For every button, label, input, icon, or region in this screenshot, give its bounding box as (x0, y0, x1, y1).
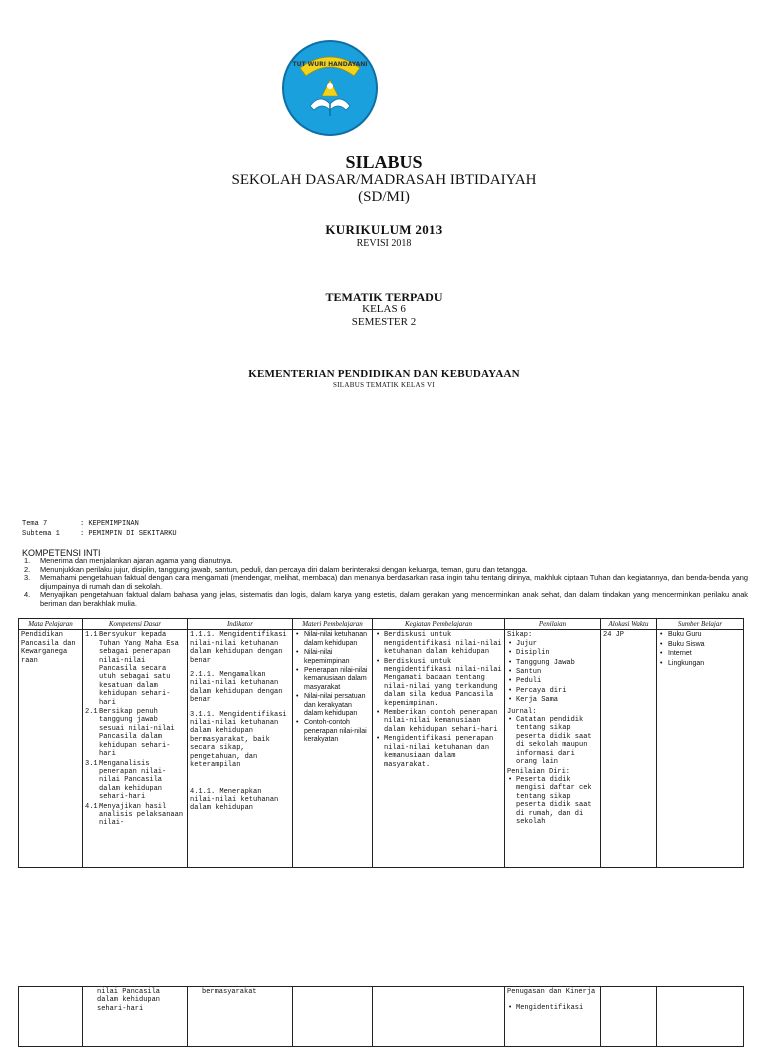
subtema-label: Subtema 1 (22, 530, 60, 538)
mapel-cell: Pendidikan Pancasila dan Kewarganega raan (19, 630, 83, 868)
materi-cell (293, 630, 373, 868)
materi-item: • Contoh-contoh penerapan nilai-nilai kerakyatan (295, 719, 370, 744)
table-header-row (19, 619, 744, 630)
penugasan-heading: Penugasan dan Kinerja (507, 988, 596, 996)
syllabus-table (18, 618, 744, 868)
tema-value: : KEPEMIMPINAN (80, 520, 139, 528)
kd-cell: nilai Pancasila dalam kehidupan sehari-hari (83, 987, 188, 1047)
school-abbr: (SD/MI) (358, 189, 410, 205)
sumber-item: • Internet (659, 650, 741, 658)
jurnal-item: • Catatan pendidik tentang sikap peserta didik saat di sekolah maupun informasi dari orang lain (507, 716, 598, 766)
col-header: Indikator (188, 619, 293, 630)
table-row (19, 987, 744, 1047)
indikator-cell (188, 630, 293, 868)
materi-item: • Nilai-nilai ketuhanan dalam kehidupan (295, 631, 370, 648)
page-title: SILABUS (345, 152, 423, 172)
school-name: SEKOLAH DASAR/MADRASAH IBTIDAIYAH (231, 172, 537, 188)
kegiatan-item: • Memberikan contoh penerapan nilai-nilai kemanusiaan dalam kehidupan sehari-hari (375, 709, 502, 734)
col-header: Alokasi Waktu (601, 619, 657, 630)
col-header: Kegiatan Pembelajaran (373, 619, 505, 630)
tema-label: Tema 7 (22, 520, 48, 528)
sikap-item: • Peduli (507, 677, 598, 685)
kegiatan-item: • Berdiskusi untuk mengidentifikasi nilai-nilai Mengamati bacaan tentang nilai-nilai yang terkandung dalam sila kedua Pancasila kepemimpinan. (375, 658, 502, 708)
kd-item: 4.1 Menyajikan hasil analisis pelaksanaan nilai- (85, 802, 184, 828)
sikap-heading: Sikap: (507, 631, 533, 640)
class-label: KELAS 6 (362, 303, 406, 315)
ki-item: 3. Memahami pengetahuan faktual dengan cara mengamati (mendengar, melihat, membaca) dan menanya berdasarkan rasa ingin tahu tentang dirinya, makhluk ciptaan Tuhan dan kegiatannya, dan benda-benda yang dijumpainya di rumah dan di sekolah. (24, 573, 748, 591)
sumber-item: • Lingkungan (659, 660, 741, 668)
col-header: Kompetensi Dasar (83, 619, 188, 630)
svg-text:TUT WURI HANDAYANI: TUT WURI HANDAYANI (292, 61, 368, 68)
penilaian-cell (505, 987, 601, 1047)
penilaian-item: • Mengidentifikasi (507, 1004, 598, 1012)
ki-item: 2. Menunjukkan perilaku jujur, disiplin, tanggung jawab, santun, peduli, dan percaya diri dalam berinteraksi dengan keluarga, teman, guru dan tetangga. (24, 564, 528, 574)
sumber-item: • Buku Siswa (659, 641, 741, 649)
sumber-cell (657, 987, 744, 1047)
penilaian-diri-item: • Peserta didik mengisi daftar cek tentang sikap peserta didik saat di rumah, dan di sekolah (507, 776, 598, 826)
sikap-item: • Disiplin (507, 649, 598, 657)
sikap-item: • Jujur (507, 640, 598, 648)
subtema-value: : PEMIMPIN DI SEKITARKU (80, 530, 177, 538)
sikap-item: • Santun (507, 668, 598, 676)
subtema-row (22, 530, 177, 538)
penilaian-diri-heading: Penilaian Diri: (507, 767, 571, 776)
kegiatan-cell (373, 630, 505, 868)
kd-cell (83, 630, 188, 868)
col-header: Materi Pembelajaran (293, 619, 373, 630)
sumber-item: • Buku Guru (659, 631, 741, 639)
sumber-cell (657, 630, 744, 868)
materi-item: • Nilai-nilai persatuan dan kerakyatan dalam kehidupan (295, 693, 370, 718)
tema-row (22, 520, 139, 528)
indikator-item: 2.1.1. Mengamalkan nilai-nilai ketuhanan dalam kehidupan dengan benar (190, 671, 283, 705)
indikator-item: 1.1.1. Mengidentifikasi nilai-nilai ketuhanan dalam kehidupan dengan benar (190, 631, 287, 665)
alokasi-cell (601, 987, 657, 1047)
col-header: Penilaian (505, 619, 601, 630)
kegiatan-item: • Berdiskusi untuk mengidentifikasi nilai-nilai ketuhanan dalam kehidupan (375, 631, 502, 656)
materi-item: • Nilai-nilai kepemimpinan (295, 649, 370, 666)
col-header: Mata Pelajaran (19, 619, 83, 630)
indikator-item: 3.1.1. Mengidentifikasi nilai-nilai ketuhanan dalam kehidupan bermasyarakat, baik secara sikap, pengetahuan, dan keterampilan (190, 710, 287, 770)
penilaian-cell (505, 630, 601, 868)
curriculum: KURIKULUM 2013 (325, 222, 443, 237)
col-header: Sumber Belajar (657, 619, 744, 630)
indikator-cell: bermasyarakat (188, 987, 293, 1047)
theme-type: TEMATIK TERPADU (325, 290, 443, 304)
kompetensi-inti-heading: KOMPETENSI INTI (22, 548, 101, 558)
ministry-name: KEMENTERIAN PENDIDIKAN DAN KEBUDAYAAN (248, 368, 520, 380)
sikap-item: • Kerja Sama (507, 696, 598, 704)
kegiatan-item: • Mengidentifikasi penerapan nilai-nilai ketuhanan dan kemanusiaan dalam masyarakat. (375, 735, 502, 769)
kd-item: 1.1 Bersyukur kepada Tuhan Yang Maha Esa sebagai penerapan nilai-nilai Pancasila secara utuh sebagai satu kesatuan dalam kehidupan sehari-hari (85, 631, 179, 707)
kegiatan-cell (373, 987, 505, 1047)
semester-label: SEMESTER 2 (351, 316, 417, 328)
table-row (19, 630, 744, 868)
sikap-item: • Percaya diri (507, 687, 598, 695)
materi-cell (293, 987, 373, 1047)
revision: REVISI 2018 (356, 238, 412, 249)
ki-item: 1. Menerima dan menjalankan ajaran agama yang dianutnya. (24, 556, 233, 565)
kd-item: 2.1 Bersikap penuh tanggung jawab sesuai nilai-nilai Pancasila dalam kehidupan sehari-hari (85, 708, 175, 759)
tut-wuri-handayani-logo (280, 38, 380, 138)
kompetensi-inti-list (22, 557, 748, 609)
alokasi-cell: 24 JP (601, 630, 657, 868)
materi-item: • Penerapan nilai-nilai kemanusiaan dalam masyarakat (295, 667, 370, 692)
syllabus-table-continued (18, 986, 744, 1047)
jurnal-heading: Jurnal: (507, 707, 537, 716)
sikap-item: • Tanggung Jawab (507, 659, 598, 667)
indikator-item: 4.1.1. Menerapkan nilai-nilai ketuhanan dalam kehidupan (190, 787, 279, 813)
document-subtitle: SILABUS TEMATIK KELAS VI (332, 381, 436, 389)
mapel-cell (19, 987, 83, 1047)
kd-item: 3.1 Menganalisis penerapan nilai-nilai Pancasila dalam kehidupan sehari-hari (85, 759, 167, 802)
ki-item: 4. Menyajikan pengetahuan faktual dalam bahasa yang jelas, sistematis dan logis, dalam karya yang estetis, dalam gerakan yang mencerminkan anak sehat, dan dalam tindakan yang mencerminkan perilaku anak beriman dan berakhlak mulia. (24, 590, 748, 608)
